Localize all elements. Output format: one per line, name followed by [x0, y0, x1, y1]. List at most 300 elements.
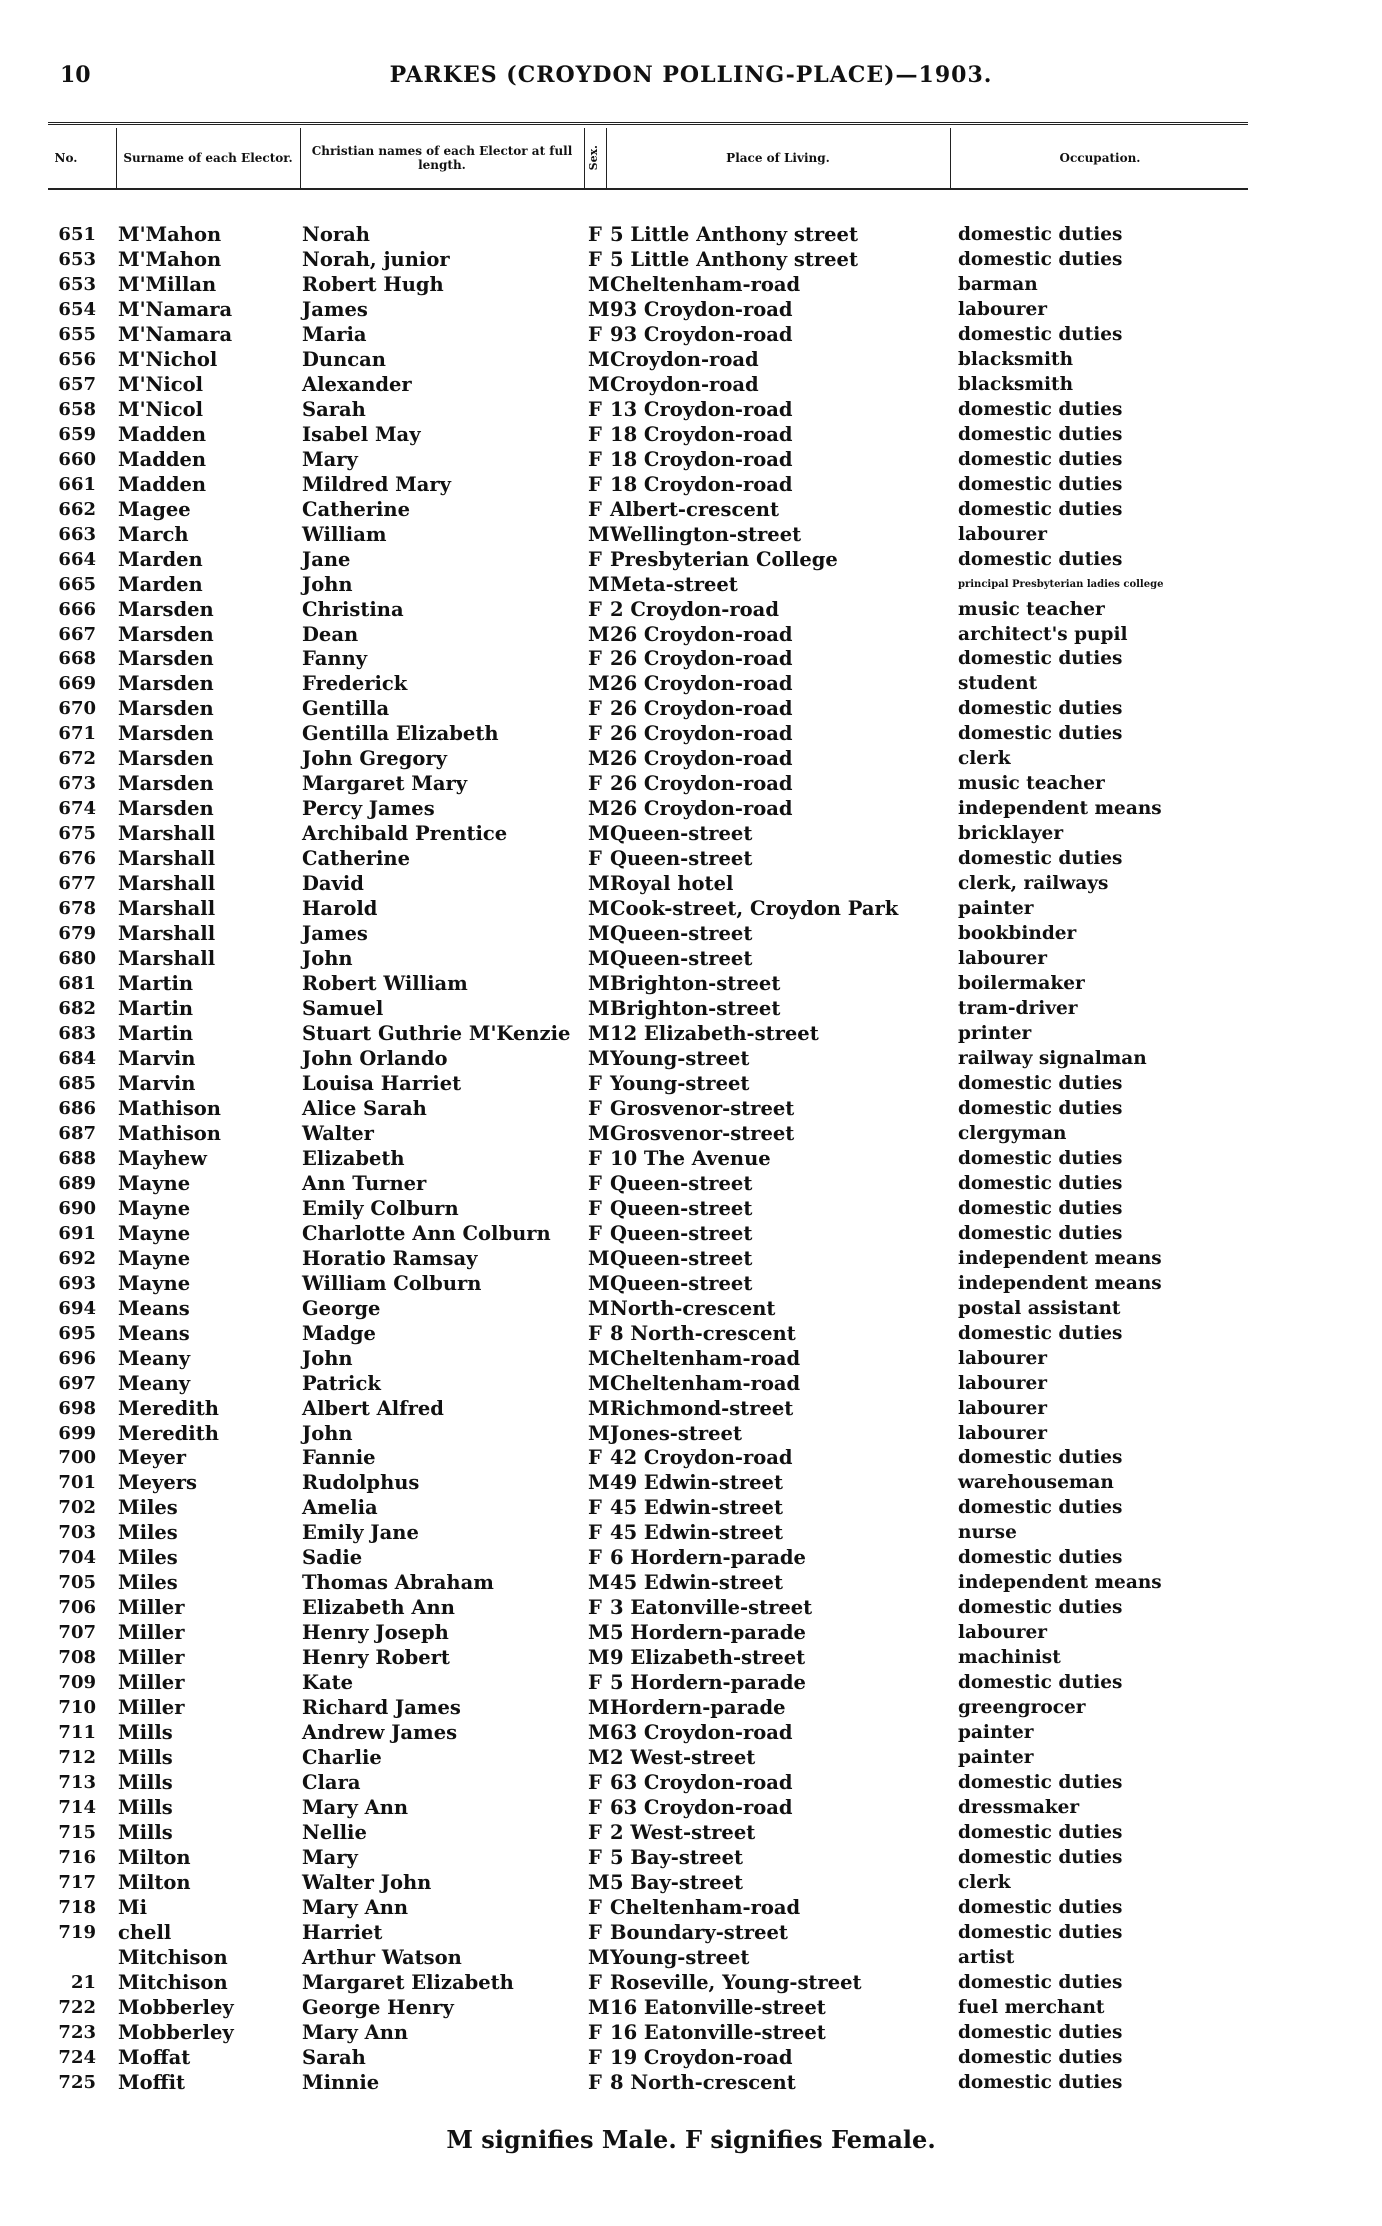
elector-number: 703: [58, 1522, 96, 1544]
elector-number: 680: [58, 948, 96, 970]
elector-number: 653: [58, 248, 96, 270]
elector-sex: M: [588, 922, 610, 946]
header-occupation: Occupation.: [1059, 151, 1141, 165]
elector-sex: F: [588, 1096, 602, 1120]
elector-christian-names: John: [302, 947, 353, 971]
elector-surname: Mobberley: [118, 2020, 234, 2044]
table-row: [48, 1096, 1298, 1121]
elector-place-of-living: 63 Croydon-road: [610, 1796, 793, 1820]
elector-place-of-living: 2 West-street: [610, 1746, 756, 1770]
elector-place-of-living: 5 Hordern-parade: [610, 1671, 806, 1695]
elector-christian-names: James: [302, 297, 368, 321]
elector-surname: Mayne: [118, 1171, 191, 1195]
elector-sex: F: [588, 2045, 602, 2069]
elector-place-of-living: 63 Croydon-road: [610, 1721, 793, 1745]
elector-occupation: domestic duties: [958, 323, 1123, 345]
elector-occupation: domestic duties: [958, 2046, 1123, 2068]
table-row: [48, 397, 1298, 422]
elector-occupation: domestic duties: [958, 648, 1123, 670]
elector-place-of-living: 16 Eatonville-street: [610, 1995, 826, 2019]
elector-occupation: independent means: [958, 1247, 1162, 1269]
header-surname: Surname of each Elector.: [123, 151, 293, 165]
table-row: [48, 1595, 1298, 1620]
table-row: [48, 1645, 1298, 1670]
elector-christian-names: Alice Sarah: [302, 1096, 427, 1120]
table-row: [48, 1870, 1298, 1895]
elector-number: 662: [58, 498, 96, 520]
table-row: [48, 1021, 1298, 1046]
elector-sex: F: [588, 1171, 602, 1195]
elector-number: 698: [58, 1397, 96, 1419]
table-row: [48, 1171, 1298, 1196]
elector-sex: M: [588, 1296, 610, 1320]
elector-surname: Marsden: [118, 672, 214, 696]
elector-surname: Mathison: [118, 1121, 221, 1145]
elector-number: 693: [58, 1272, 96, 1294]
elector-surname: Means: [118, 1321, 190, 1345]
table-row: [48, 1221, 1298, 1246]
elector-place-of-living: Young-street: [610, 1071, 750, 1095]
elector-number: 722: [58, 1996, 96, 2018]
table-row: [48, 1970, 1298, 1995]
elector-occupation: music teacher: [958, 598, 1105, 620]
page-title: PARKES (CROYDON POLLING-PLACE)—1903.: [389, 62, 993, 88]
elector-number: 659: [58, 423, 96, 445]
elector-christian-names: Charlie: [302, 1746, 382, 1770]
elector-christian-names: Alexander: [302, 372, 412, 396]
elector-place-of-living: 2 Croydon-road: [610, 597, 779, 621]
elector-occupation: domestic duties: [958, 548, 1123, 570]
elector-christian-names: Henry Joseph: [302, 1621, 449, 1645]
elector-christian-names: Minnie: [302, 2070, 380, 2094]
elector-occupation: domestic duties: [958, 1772, 1123, 1794]
table-row: [48, 1271, 1298, 1296]
elector-number: 695: [58, 1322, 96, 1344]
elector-sex: M: [588, 897, 610, 921]
elector-place-of-living: North-crescent: [610, 1296, 776, 1320]
table-row: [48, 1246, 1298, 1271]
elector-christian-names: Mary: [302, 1845, 358, 1869]
table-row: [48, 1570, 1298, 1595]
table-row: [48, 547, 1298, 572]
elector-number: 701: [58, 1472, 96, 1494]
elector-occupation: domestic duties: [958, 1322, 1123, 1344]
elector-place-of-living: Queen-street: [610, 822, 753, 846]
elector-place-of-living: Presbyterian College: [610, 547, 838, 571]
elector-occupation: domestic duties: [958, 1597, 1123, 1619]
table-row: [48, 247, 1298, 272]
elector-place-of-living: Brighton-street: [610, 997, 781, 1021]
elector-christian-names: Henry Robert: [302, 1646, 450, 1670]
elector-surname: Moffit: [118, 2070, 186, 2094]
elector-number: 654: [58, 298, 96, 320]
elector-place-of-living: 45 Edwin-street: [610, 1496, 783, 1520]
elector-sex: F: [588, 247, 602, 271]
elector-number: 683: [58, 1023, 96, 1044]
table-row: [48, 921, 1298, 946]
header-sex: Sex.: [587, 145, 600, 171]
elector-occupation: domestic duties: [958, 1497, 1123, 1519]
elector-sex: M: [588, 997, 610, 1021]
table-row: [48, 372, 1298, 397]
table-row: [48, 846, 1298, 871]
table-row: [48, 1196, 1298, 1221]
table-row: [48, 1920, 1298, 1945]
elector-surname: Marshall: [118, 847, 216, 871]
table-row: [48, 796, 1298, 821]
elector-christian-names: Mary Ann: [302, 1796, 409, 1820]
elector-surname: Mitchison: [118, 1945, 228, 1969]
elector-occupation: machinist: [958, 1647, 1061, 1669]
elector-sex: F: [588, 1071, 602, 1095]
elector-number: 725: [58, 2071, 96, 2093]
elector-place-of-living: 18 Croydon-road: [610, 422, 793, 446]
elector-number: 664: [58, 548, 96, 570]
elector-occupation: domestic duties: [958, 1172, 1123, 1194]
elector-occupation: domestic duties: [958, 1222, 1123, 1244]
elector-occupation: tram-driver: [958, 998, 1078, 1020]
elector-place-of-living: 26 Croydon-road: [610, 622, 793, 646]
elector-sex: F: [588, 1796, 602, 1820]
column-headers: [48, 128, 1248, 190]
elector-occupation: domestic duties: [958, 1672, 1123, 1694]
elector-surname: M'Nichol: [118, 347, 218, 371]
elector-christian-names: Isabel May: [302, 422, 421, 446]
elector-number: 663: [58, 523, 96, 545]
elector-place-of-living: Queen-street: [610, 847, 753, 871]
table-row: [48, 771, 1298, 796]
elector-christian-names: Albert Alfred: [302, 1396, 444, 1420]
elector-place-of-living: 45 Edwin-street: [610, 1521, 783, 1545]
elector-sex: F: [588, 397, 602, 421]
elector-surname: Meany: [118, 1346, 191, 1370]
elector-surname: Miller: [118, 1696, 185, 1720]
elector-christian-names: Norah, junior: [302, 247, 450, 271]
elector-place-of-living: Hordern-parade: [610, 1696, 786, 1720]
elector-number: 655: [58, 323, 96, 345]
elector-place-of-living: Cook-street, Croydon Park: [610, 897, 899, 921]
elector-number: 691: [58, 1222, 96, 1244]
elector-occupation: clerk: [958, 748, 1011, 770]
elector-place-of-living: Jones-street: [610, 1421, 742, 1445]
column-divider: [116, 128, 117, 188]
elector-number: 685: [58, 1072, 96, 1094]
elector-christian-names: Gentilla: [302, 697, 390, 721]
elector-surname: Marsden: [118, 697, 214, 721]
table-row: [48, 1321, 1298, 1346]
elector-christian-names: Nellie: [302, 1821, 367, 1844]
elector-surname: Marden: [118, 547, 203, 571]
elector-sex: M: [588, 272, 610, 296]
elector-sex: F: [588, 1546, 602, 1570]
elector-christian-names: Ann Turner: [302, 1171, 427, 1195]
elector-surname: Miller: [118, 1596, 185, 1620]
elector-christian-names: Stuart Guthrie M'Kenzie: [302, 1022, 571, 1045]
elector-number: 716: [58, 1846, 96, 1868]
elector-number: 718: [58, 1896, 96, 1918]
elector-sex: M: [588, 572, 610, 596]
elector-sex: F: [588, 1920, 602, 1944]
elector-occupation: domestic duties: [958, 723, 1123, 745]
elector-surname: Marshall: [118, 822, 216, 846]
table-row: [48, 1371, 1298, 1396]
elector-occupation: domestic duties: [958, 248, 1123, 270]
table-row: [48, 1845, 1298, 1870]
elector-christian-names: Fannie: [302, 1446, 376, 1470]
elector-place-of-living: 5 Little Anthony street: [610, 223, 858, 246]
elector-christian-names: Samuel: [302, 997, 384, 1021]
elector-number: 712: [58, 1747, 96, 1769]
elector-number: 653: [58, 273, 96, 295]
elector-sex: F: [588, 1446, 602, 1470]
elector-occupation: painter: [958, 1722, 1034, 1744]
table-row: [48, 1770, 1298, 1795]
elector-surname: Marvin: [118, 1046, 196, 1070]
elector-number: 723: [58, 2021, 96, 2043]
elector-occupation: domestic duties: [958, 448, 1123, 470]
elector-christian-names: Catherine: [302, 497, 411, 521]
elector-place-of-living: 26 Croydon-road: [610, 747, 793, 771]
elector-place-of-living: 10 The Avenue: [610, 1146, 771, 1170]
table-row: [48, 297, 1298, 322]
elector-surname: Miles: [118, 1521, 178, 1545]
elector-number: 717: [58, 1871, 96, 1893]
elector-occupation: domestic duties: [958, 1147, 1123, 1169]
elector-place-of-living: Royal hotel: [610, 872, 734, 896]
elector-place-of-living: 2 West-street: [610, 1821, 756, 1844]
elector-surname: Madden: [118, 472, 207, 496]
elector-surname: Marsden: [118, 747, 214, 771]
elector-occupation: domestic duties: [958, 1971, 1123, 1993]
elector-sex: F: [588, 1146, 602, 1170]
elector-sex: M: [588, 822, 610, 846]
table-row: [48, 322, 1298, 347]
elector-christian-names: Walter: [302, 1121, 374, 1145]
elector-occupation: domestic duties: [958, 848, 1123, 870]
elector-christian-names: Mildred Mary: [302, 472, 451, 496]
elector-sex: M: [588, 1995, 610, 2019]
elector-number: 688: [58, 1147, 96, 1169]
elector-surname: Mathison: [118, 1096, 221, 1120]
elector-christian-names: Sadie: [302, 1546, 363, 1570]
elector-sex: M: [588, 1746, 610, 1770]
elector-place-of-living: 8 North-crescent: [610, 1321, 796, 1345]
elector-sex: F: [588, 1671, 602, 1695]
elector-sex: M: [588, 1870, 610, 1894]
elector-occupation: blacksmith: [958, 373, 1074, 395]
elector-number: 665: [58, 573, 96, 595]
elector-occupation: domestic duties: [958, 398, 1123, 420]
elector-surname: Mayne: [118, 1246, 191, 1270]
elector-surname: Miles: [118, 1571, 178, 1595]
elector-christian-names: Patrick: [302, 1371, 381, 1395]
elector-place-of-living: Queen-street: [610, 1246, 753, 1270]
elector-number: 666: [58, 598, 96, 620]
elector-place-of-living: 16 Eatonville-street: [610, 2020, 826, 2044]
elector-surname: chell: [118, 1920, 172, 1944]
elector-number: 21: [70, 1971, 96, 1993]
elector-occupation: postal assistant: [958, 1297, 1121, 1319]
elector-christian-names: David: [302, 872, 364, 896]
elector-number: 675: [58, 823, 96, 845]
elector-sex: M: [588, 1421, 610, 1445]
elector-place-of-living: Queen-street: [610, 922, 753, 946]
elector-christian-names: Kate: [302, 1671, 353, 1695]
elector-christian-names: Amelia: [302, 1496, 378, 1520]
table-row: [48, 1545, 1298, 1570]
elector-number: 724: [58, 2046, 96, 2068]
elector-number: 661: [58, 473, 96, 495]
elector-place-of-living: Wellington-street: [610, 522, 802, 546]
elector-surname: Mitchison: [118, 1970, 228, 1994]
elector-occupation: artist: [958, 1946, 1015, 1968]
elector-christian-names: Clara: [302, 1771, 361, 1795]
table-row: [48, 222, 1298, 247]
elector-sex: M: [588, 622, 610, 646]
elector-occupation: domestic duties: [958, 1197, 1123, 1219]
elector-christian-names: Norah: [302, 223, 370, 246]
elector-surname: Miller: [118, 1671, 185, 1695]
elector-place-of-living: 9 Elizabeth-street: [610, 1646, 806, 1670]
elector-surname: Martin: [118, 972, 194, 996]
elector-number: 690: [58, 1197, 96, 1219]
elector-place-of-living: 26 Croydon-road: [610, 722, 793, 746]
elector-number: 677: [58, 873, 96, 895]
elector-number: 667: [58, 623, 96, 645]
elector-place-of-living: Queen-street: [610, 1271, 753, 1295]
elector-sex: F: [588, 722, 602, 746]
table-row: [48, 522, 1298, 547]
page-header: [60, 62, 1322, 102]
elector-occupation: greengrocer: [958, 1697, 1086, 1719]
elector-sex: M: [588, 947, 610, 971]
elector-sex: M: [588, 1621, 610, 1645]
elector-number: 704: [58, 1547, 96, 1569]
table-row: [48, 2020, 1298, 2045]
elector-sex: M: [588, 1346, 610, 1370]
elector-occupation: labourer: [958, 298, 1048, 320]
elector-surname: March: [118, 522, 189, 546]
elector-surname: Means: [118, 1296, 190, 1320]
table-row: [48, 871, 1298, 896]
elector-sex: M: [588, 347, 610, 371]
elector-surname: Mobberley: [118, 1995, 234, 2019]
elector-place-of-living: 6 Hordern-parade: [610, 1546, 806, 1570]
elector-sex: F: [588, 847, 602, 871]
elector-sex: F: [588, 422, 602, 446]
elector-sex: M: [588, 1246, 610, 1270]
elector-occupation: clerk: [958, 1871, 1011, 1893]
elector-occupation: labourer: [958, 523, 1048, 545]
elector-occupation: music teacher: [958, 773, 1105, 795]
table-row: [48, 1296, 1298, 1321]
elector-christian-names: William Colburn: [302, 1271, 482, 1295]
elector-place-of-living: Queen-street: [610, 1221, 753, 1245]
elector-surname: Marvin: [118, 1071, 196, 1095]
elector-occupation: domestic duties: [958, 473, 1123, 495]
elector-place-of-living: 26 Croydon-road: [610, 672, 793, 696]
elector-sex: F: [588, 772, 602, 796]
elector-place-of-living: 19 Croydon-road: [610, 2045, 793, 2069]
table-row: [48, 1470, 1298, 1495]
elector-number: 671: [58, 723, 96, 745]
elector-sex: F: [588, 322, 602, 346]
elector-surname: Marsden: [118, 647, 214, 671]
elector-number: 678: [58, 898, 96, 920]
elector-sex: M: [588, 1945, 610, 1969]
sex-legend: M signifies Male. F signifies Female.: [446, 2125, 936, 2154]
elector-surname: Marshall: [118, 872, 216, 896]
elector-place-of-living: 18 Croydon-road: [610, 472, 793, 496]
elector-place-of-living: Grosvenor-street: [610, 1121, 795, 1145]
elector-surname: Meyer: [118, 1446, 187, 1470]
table-row: [48, 447, 1298, 472]
elector-sex: M: [588, 747, 610, 771]
elector-sex: M: [588, 522, 610, 546]
elector-sex: F: [588, 647, 602, 671]
elector-number: 708: [58, 1647, 96, 1669]
elector-number: 702: [58, 1497, 96, 1519]
elector-place-of-living: 18 Croydon-road: [610, 447, 793, 471]
table-row: [48, 1146, 1298, 1171]
table-row: [48, 1346, 1298, 1371]
elector-christian-names: Emily Jane: [302, 1521, 419, 1545]
elector-place-of-living: 3 Eatonville-street: [610, 1596, 813, 1620]
elector-place-of-living: 13 Croydon-road: [610, 397, 793, 421]
elector-christian-names: Mary Ann: [302, 2020, 409, 2044]
elector-number: 684: [58, 1047, 96, 1069]
elector-number: 676: [58, 848, 96, 870]
elector-christian-names: John Gregory: [302, 747, 447, 771]
elector-christian-names: Dean: [302, 622, 359, 646]
elector-place-of-living: 12 Elizabeth-street: [610, 1022, 819, 1045]
elector-surname: Marsden: [118, 772, 214, 796]
elector-place-of-living: Queen-street: [610, 1171, 753, 1195]
table-row: [48, 1445, 1298, 1470]
elector-place-of-living: Roseville, Young-street: [610, 1970, 862, 1994]
elector-surname: Madden: [118, 422, 207, 446]
elector-occupation: domestic duties: [958, 1921, 1123, 1943]
elector-surname: Meyers: [118, 1471, 197, 1495]
elector-occupation: labourer: [958, 1347, 1048, 1369]
elector-place-of-living: Young-street: [610, 1046, 750, 1070]
table-row: [48, 1820, 1298, 1845]
elector-christian-names: Madge: [302, 1321, 376, 1345]
elector-sex: F: [588, 597, 602, 621]
elector-sex: F: [588, 1521, 602, 1545]
elector-number: 694: [58, 1297, 96, 1319]
elector-number: 681: [58, 973, 96, 995]
elector-christian-names: Percy James: [302, 797, 435, 821]
elector-surname: Milton: [118, 1845, 191, 1869]
elector-place-of-living: 5 Little Anthony street: [610, 247, 858, 271]
elector-place-of-living: 8 North-crescent: [610, 2070, 796, 2094]
table-row: [48, 671, 1298, 696]
elector-christian-names: George Henry: [302, 1995, 454, 2019]
elector-surname: Marshall: [118, 897, 216, 921]
elector-sex: F: [588, 1845, 602, 1869]
elector-sex: F: [588, 2070, 602, 2094]
elector-number: 719: [58, 1921, 96, 1943]
elector-number: 686: [58, 1097, 96, 1119]
elector-christian-names: Walter John: [302, 1870, 432, 1894]
elector-surname: Moffat: [118, 2045, 191, 2069]
elector-surname: Mayne: [118, 1196, 191, 1220]
elector-occupation: independent means: [958, 1572, 1162, 1594]
elector-surname: M'Mahon: [118, 247, 222, 271]
elector-christian-names: John: [302, 572, 353, 596]
elector-occupation: clerk, railways: [958, 873, 1109, 895]
